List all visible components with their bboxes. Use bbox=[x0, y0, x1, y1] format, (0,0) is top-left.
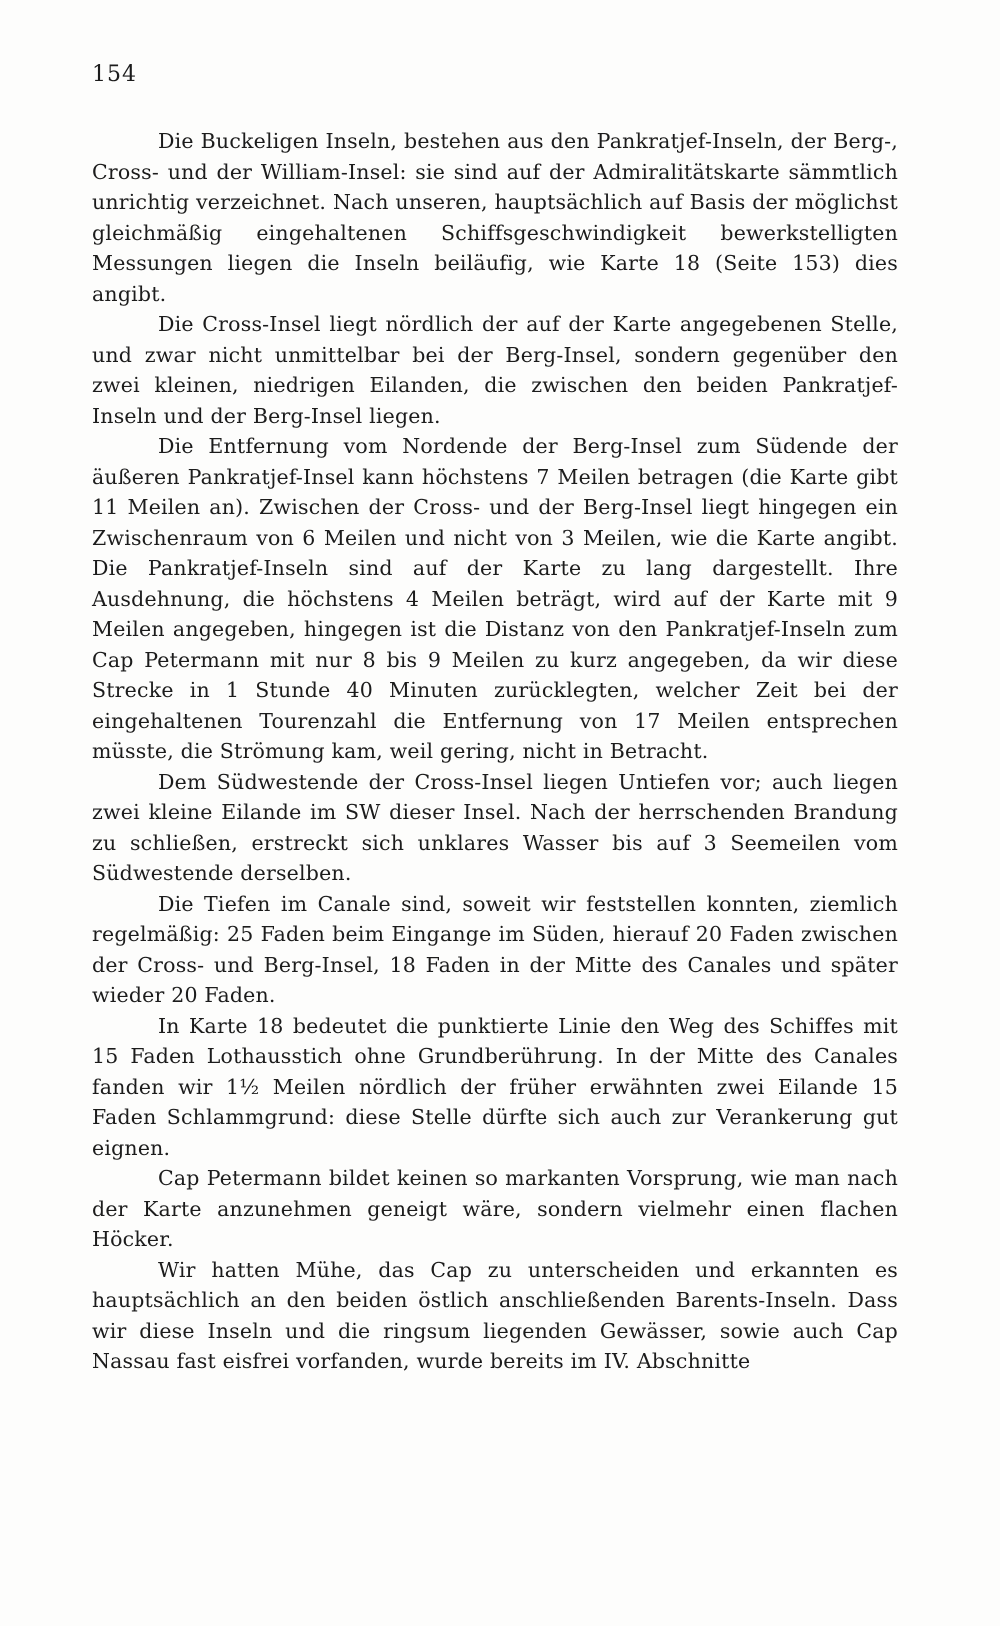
paragraph: Dem Südwestende der Cross-Insel liegen Untiefen vor; auch liegen zwei kleine Eilande im SW dieser Insel. Nach der herrschenden Brandung zu schließen, erstreckt sich unklares Wasser bis auf 3 Seemeilen vom Südwestende derselben. bbox=[92, 769, 898, 885]
paragraph: Die Entfernung vom Nordende der Berg-Insel zum Südende der äußeren Pankratjef-Insel kann höchstens 7 Meilen betragen (die Karte gibt 11 Meilen an). Zwischen der Cross- und der Berg-Insel liegt hingegen ein Zwischenraum von 6 Meilen und nicht von 3 Meilen, wie die Karte angibt. Die Pankratjef-Inseln sind auf der Karte zu lang dargestellt. Ihre Ausdehnung, die höchstens 4 Meilen beträgt, wird auf der Karte mit 9 Meilen angegeben, hingegen ist die Distanz von den Pankratjef-Inseln zum Cap Petermann mit nur 8 bis 9 Meilen zu kurz angegeben, da wir diese Strecke in 1 Stunde 40 Minuten zurücklegten, welcher Zeit bei der eingehaltenen Tourenzahl die Entfernung von 17 Meilen entsprechen müsste, die Strömung kam, weil gering, nicht in Betracht. bbox=[92, 434, 898, 763]
body-text bbox=[92, 126, 898, 1377]
paragraph: Die Buckeligen Inseln, bestehen aus den Pankratjef-Inseln, der Berg-, Cross- und der William-Insel: sie sind auf der Admiralitätskarte sämmtlich unrichtig verzeichnet. Nach unseren, hauptsächlich auf Basis der möglichst gleichmäßig eingehaltenen Schiffsgeschwindigkeit bewerkstelligten Messungen liegen die Inseln beiläufig, wie Karte 18 (Seite 153) dies angibt. bbox=[92, 129, 898, 306]
paragraph: Die Tiefen im Canale sind, soweit wir feststellen konnten, ziemlich regelmäßig: 25 Faden beim Eingange im Süden, hierauf 20 Faden zwischen der Cross- und Berg-Insel, 18 Faden in der Mitte des Canales und später wieder 20 Faden. bbox=[92, 891, 898, 1007]
paragraph: Die Cross-Insel liegt nördlich der auf der Karte angegebenen Stelle, und zwar nicht unmittelbar bei der Berg-Insel, sondern gegenüber den zwei kleinen, niedrigen Eilanden, die zwischen den beiden Pankratjef-Inseln und der Berg-Insel liegen. bbox=[92, 312, 898, 428]
paragraph: Cap Petermann bildet keinen so markanten Vorsprung, wie man nach der Karte anzunehmen geneigt wäre, sondern vielmehr einen flachen Höcker. bbox=[92, 1166, 898, 1251]
paragraph: In Karte 18 bedeutet die punktierte Linie den Weg des Schiffes mit 15 Faden Lothausstich ohne Grundberührung. In der Mitte des Canales fanden wir 1½ Meilen nördlich der früher erwähnten zwei Eilande 15 Faden Schlammgrund: diese Stelle dürfte sich auch zur Verankerung gut eignen. bbox=[92, 1013, 898, 1160]
paragraph: Wir hatten Mühe, das Cap zu unterscheiden und erkannten es hauptsächlich an den beiden östlich anschließenden Barents-Inseln. Dass wir diese Inseln und die ringsum liegenden Gewässer, sowie auch Cap Nassau fast eisfrei vorfanden, wurde bereits im IV. Abschnitte bbox=[92, 1257, 898, 1373]
page-number: 154 bbox=[92, 62, 137, 87]
